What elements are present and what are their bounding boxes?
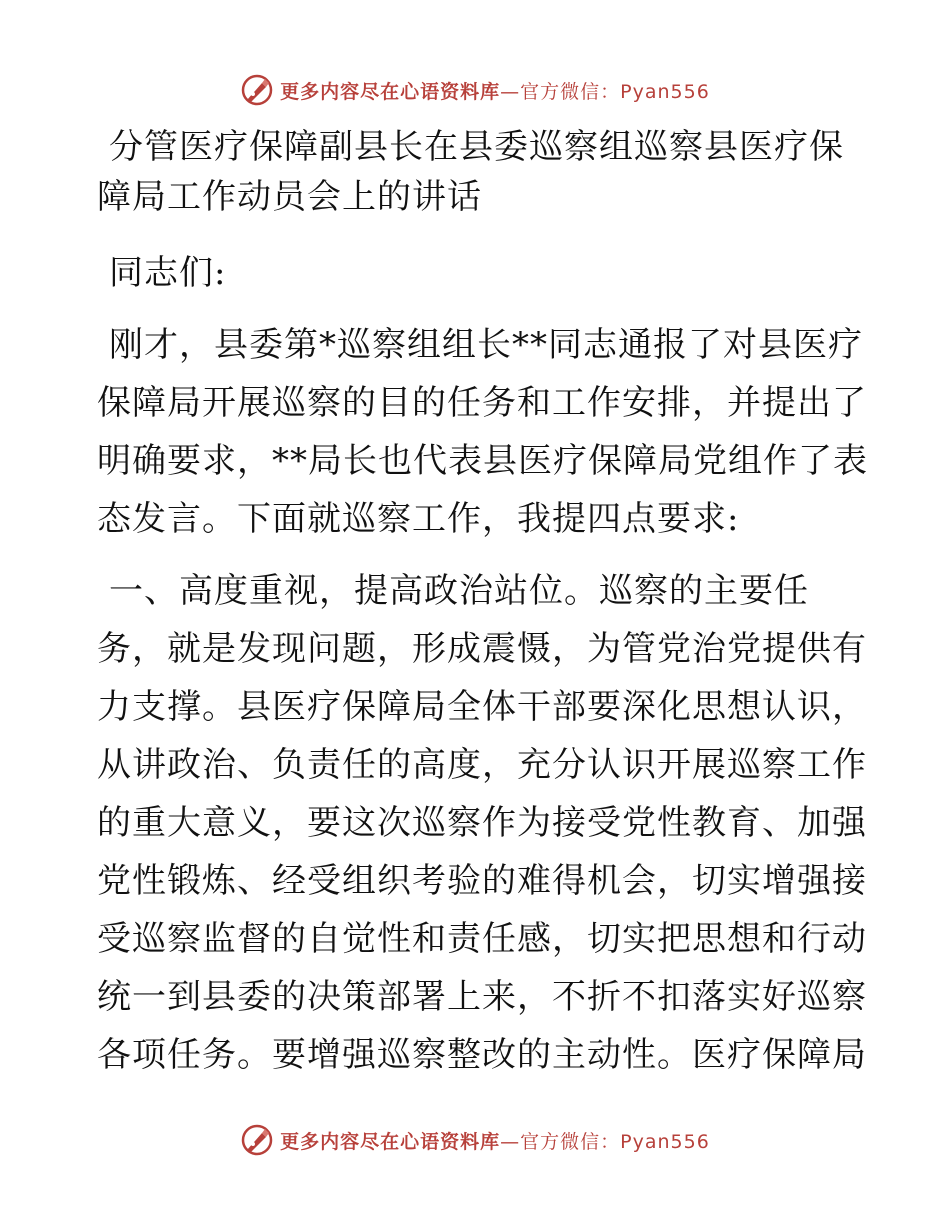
title-line-2: 障局工作动员会上的讲话: [97, 177, 482, 217]
footer-banner-text: [280, 1127, 710, 1154]
footer-banner-rest: —官方微信：Pyan556: [500, 1130, 710, 1153]
header-banner-rest: —官方微信：Pyan556: [500, 80, 710, 103]
paragraph-2-line-9: 各项任务。要增强巡察整改的主动性。医疗保障局: [97, 1035, 867, 1075]
paragraph-1-line-4: 态发言。下面就巡察工作，我提四点要求:: [97, 499, 740, 539]
paragraph-1-line-3: 明确要求，**局长也代表县医疗保障局党组作了表: [97, 441, 868, 481]
paragraph-2-line-3: 力支撑。县医疗保障局全体干部要深化思想认识，: [97, 687, 867, 727]
paragraph-2-line-7: 受巡察监督的自觉性和责任感，切实把思想和行动: [97, 919, 867, 959]
paragraph-1-line-1: 刚才，县委第*巡察组组长**同志通报了对县医疗: [109, 325, 863, 365]
salutation-text: 同志们:: [109, 253, 227, 293]
paragraph-2-line-4: 从讲政治、负责任的高度，充分认识开展巡察工作: [97, 745, 867, 785]
paragraph-2-line-5: 的重大意义，要这次巡察作为接受党性教育、加强: [97, 803, 867, 843]
title-line-1: 分管医疗保障副县长在县委巡察组巡察县医疗保: [109, 127, 844, 167]
paragraph-2-line-8: 统一到县委的决策部署上来，不折不扣落实好巡察: [97, 977, 867, 1017]
paragraph-2-line-1: 一、高度重视，提高政治站位。巡察的主要任: [109, 571, 809, 611]
paragraph-1-line-2: 保障局开展巡察的目的任务和工作安排，并提出了: [97, 383, 867, 423]
paragraph-1: [97, 316, 868, 548]
header-banner-text: [280, 77, 710, 104]
salutation: [97, 244, 857, 302]
paragraph-2-line-6: 党性锻炼、经受组织考验的难得机会，切实增强接: [97, 861, 867, 901]
footer-banner-bold: 更多内容尽在心语资料库: [280, 1130, 501, 1153]
document-body: [97, 122, 868, 1084]
pen-logo-icon: [240, 1123, 274, 1157]
header-banner-bold: 更多内容尽在心语资料库: [280, 80, 501, 103]
paragraph-2: [97, 562, 867, 1084]
pen-logo-icon: [240, 73, 274, 107]
paragraph-2-line-2: 务，就是发现问题，形成震慑，为管党治党提供有: [97, 629, 867, 669]
document-title: [97, 122, 857, 222]
header-banner: [0, 70, 950, 110]
footer-banner: [0, 1120, 950, 1160]
